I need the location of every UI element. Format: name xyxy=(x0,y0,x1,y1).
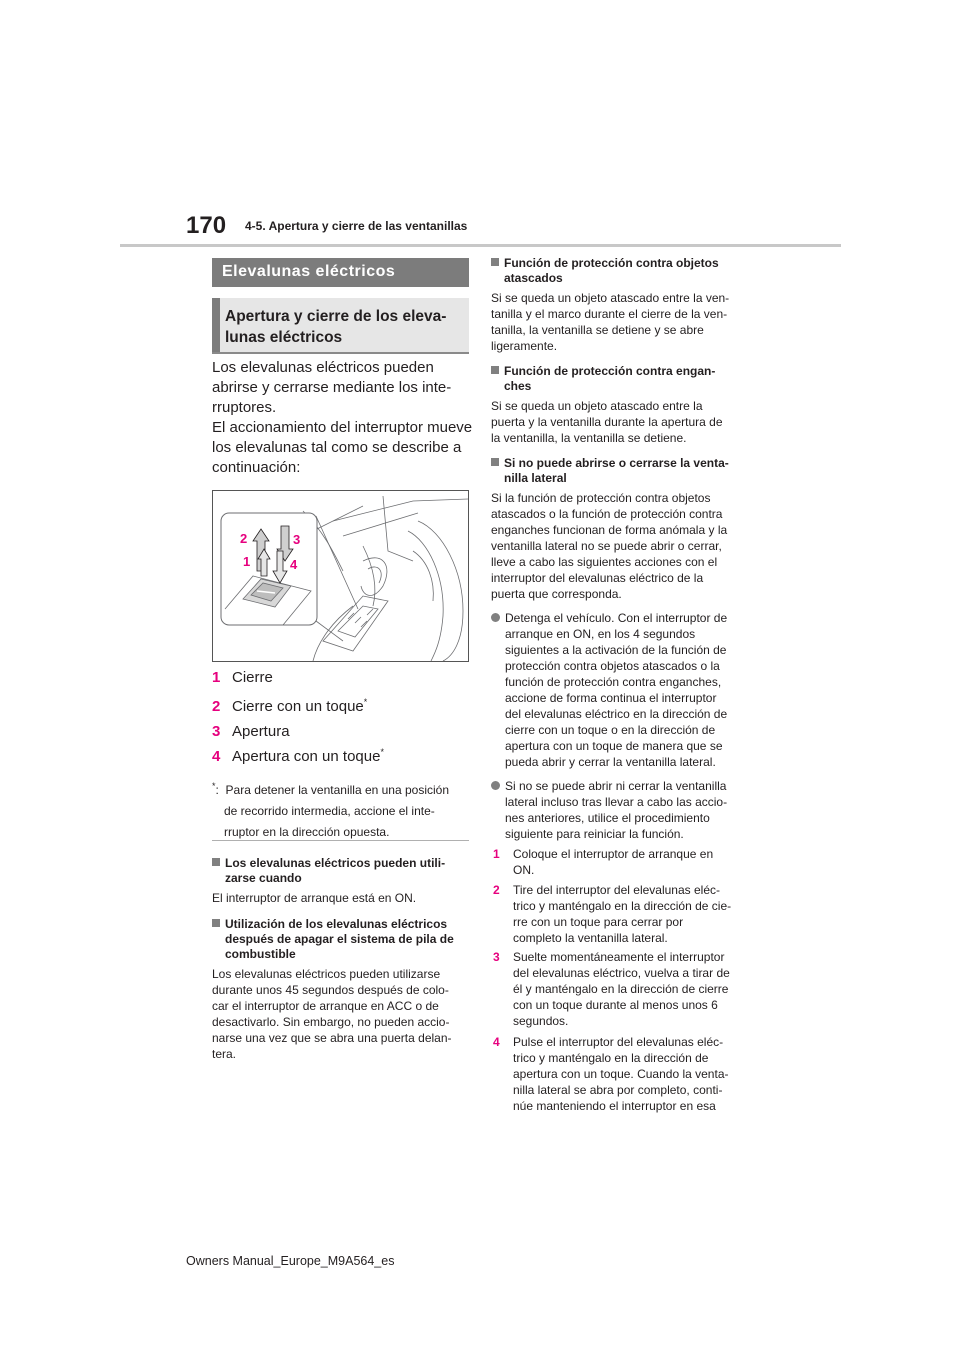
page-number: 170 xyxy=(186,212,227,239)
note-line: desactivarlo. Sin embargo, no pueden accio- xyxy=(212,1015,450,1029)
list-item xyxy=(212,668,273,686)
item-label: Apertura con un toque xyxy=(232,748,381,765)
item-number: 2 xyxy=(212,698,221,715)
step-line: Pulse el interruptor del elevalunas eléc- xyxy=(513,1035,724,1049)
note-heading-text: Utilización de los elevalunas eléctricos xyxy=(225,917,448,931)
subheading-marker xyxy=(212,298,220,352)
step-text xyxy=(513,949,730,1029)
note-line: tanilla y el marco durante el cierre de la ven- xyxy=(491,307,728,321)
note-line: lleve a cabo las siguientes acciones con el xyxy=(491,555,718,569)
subheading-text xyxy=(225,306,465,348)
bullet-line: accione de forma continua el interruptor xyxy=(505,691,717,705)
note-line: enganches funcionan de forma anómala y la xyxy=(491,523,728,537)
intro-line: El accionamiento del interruptor mueve xyxy=(212,419,473,436)
illustration-svg xyxy=(213,491,468,661)
bullet-line: arranque en ON, en los 4 segundos xyxy=(505,627,696,641)
footnote-text: Para detener la ventanilla en una posición xyxy=(225,783,450,797)
bullet-line: Detenga el vehículo. Con el interruptor de xyxy=(505,611,728,625)
heading-elevalunas-text: Elevalunas eléctricos xyxy=(222,263,396,280)
intro-paragraph xyxy=(212,358,474,478)
step-line: Coloque el interruptor de arranque en xyxy=(513,847,714,861)
step-line: él y manténgalo en la dirección de cierre xyxy=(513,982,729,996)
callout-4: 4 xyxy=(290,557,298,572)
step-line: completo la ventanilla lateral. xyxy=(513,931,668,945)
note-section xyxy=(491,256,756,354)
footnote-rule xyxy=(212,840,469,841)
step-number: 2 xyxy=(493,883,500,897)
item-number: 4 xyxy=(212,748,221,765)
step-line: Tire del interruptor del elevalunas eléc- xyxy=(513,883,720,897)
note-heading-line xyxy=(491,364,756,379)
footnote-prefix: : xyxy=(215,783,219,797)
note-line: atascados o la función de protección contra xyxy=(491,507,723,521)
note-line: Si se queda un objeto atascado entre la ven- xyxy=(491,291,730,305)
step-number: 3 xyxy=(493,950,500,964)
note-heading xyxy=(491,456,756,486)
footnote-mark: * xyxy=(212,781,216,791)
note-line: tanilla, la ventanilla se detiene y se abre xyxy=(491,323,704,337)
note-body xyxy=(212,890,472,906)
item-label: Cierre xyxy=(232,669,273,686)
footer-document-id: Owners Manual_Europe_M9A564_es xyxy=(186,1254,395,1268)
step-line: con un toque durante al menos unos 6 xyxy=(513,998,718,1012)
step-text xyxy=(513,882,731,946)
note-line: durante unos 45 segundos después de colo- xyxy=(212,983,449,997)
bullet-text xyxy=(505,610,727,770)
square-bullet-icon xyxy=(491,258,499,266)
note-heading-text: Función de protección contra objetos xyxy=(504,256,719,270)
header-rule xyxy=(120,244,841,247)
step-line: núe manteniendo el interruptor en esa xyxy=(513,1099,716,1113)
bullet-line: función de protección contra enganches, xyxy=(505,675,722,689)
note-heading-line xyxy=(491,256,756,271)
item-number: 3 xyxy=(212,723,221,740)
note-line: Si la función de protección contra objetos xyxy=(491,491,711,505)
step-line: segundos. xyxy=(513,1014,569,1028)
step-line: apertura con un toque. Cuando la venta- xyxy=(513,1067,729,1081)
intro-line: Los elevalunas eléctricos pueden xyxy=(212,359,434,376)
note-body xyxy=(491,490,756,602)
note-line: narse una vez que se abra una puerta delan- xyxy=(212,1031,452,1045)
note-line: puerta y la ventanilla durante la apertura de xyxy=(491,415,723,429)
note-line: ventanilla lateral no se puede abrir o cerrar, xyxy=(491,539,722,553)
step-text xyxy=(513,846,713,878)
note-heading-line: después de apagar el sistema de pila de xyxy=(225,932,454,946)
note-heading-line: atascados xyxy=(504,271,563,285)
note-section xyxy=(491,364,756,446)
bullet-item xyxy=(491,778,761,842)
bullet-item xyxy=(491,610,761,770)
note-section xyxy=(212,917,474,1062)
note-line: El interruptor de arranque está en ON. xyxy=(212,891,417,905)
note-heading xyxy=(491,256,756,286)
note-heading xyxy=(491,364,756,394)
callout-3: 3 xyxy=(293,532,301,547)
note-section xyxy=(212,856,472,906)
item-label: Apertura xyxy=(232,723,290,740)
note-heading-line xyxy=(212,856,472,871)
item-star: * xyxy=(380,747,384,757)
intro-line: los elevalunas tal como se describe a xyxy=(212,439,462,456)
note-line: tera. xyxy=(212,1047,237,1061)
step-line: rre con un toque para cerrar por xyxy=(513,915,684,929)
step-item xyxy=(493,1034,761,1114)
note-body xyxy=(491,290,756,354)
footnote-line xyxy=(212,783,449,797)
list-item xyxy=(212,747,384,765)
footnote-line: de recorrido intermedia, accione el inte- xyxy=(224,804,435,818)
bullet-line: protección contra objetos atascados o la xyxy=(505,659,720,673)
bullet-line: pueda abrir y cerrar la ventanilla lateral. xyxy=(505,755,716,769)
step-item xyxy=(493,882,761,946)
step-line: Suelte momentáneamente el interruptor xyxy=(513,950,725,964)
bullet-line: Si no se puede abrir ni cerrar la ventanilla xyxy=(505,779,727,793)
subheading-apertura-cierre xyxy=(212,298,469,354)
note-line: la ventanilla, la ventanilla se detiene. xyxy=(491,431,687,445)
step-number: 4 xyxy=(493,1035,500,1049)
square-bullet-icon xyxy=(212,919,220,927)
step-number: 1 xyxy=(493,847,500,861)
section-title: 4-5. Apertura y cierre de las ventanillas xyxy=(245,219,468,233)
note-heading-line: ches xyxy=(504,379,532,393)
square-bullet-icon xyxy=(212,858,220,866)
footnote xyxy=(212,776,472,843)
bullet-line: siguientes a la activación de la función de xyxy=(505,643,727,657)
note-heading-line: nilla lateral xyxy=(504,471,567,485)
step-line: nilla lateral se abra por completo, conti- xyxy=(513,1083,723,1097)
note-heading-text: Los elevalunas eléctricos pueden utili- xyxy=(225,856,446,870)
note-body xyxy=(212,966,474,1062)
note-line: Los elevalunas eléctricos pueden utilizarse xyxy=(212,967,441,981)
note-line: car el interruptor de arranque en ACC o de xyxy=(212,999,439,1013)
note-heading-line: combustible xyxy=(225,947,296,961)
note-heading-text: Función de protección contra engan- xyxy=(504,364,716,378)
list-item xyxy=(212,722,290,740)
callout-1: 1 xyxy=(243,554,251,569)
note-section xyxy=(491,456,756,602)
list-item xyxy=(212,697,367,715)
heading-elevalunas xyxy=(212,258,469,287)
window-switch-illustration xyxy=(212,490,469,662)
circle-bullet-icon xyxy=(491,613,500,622)
step-text xyxy=(513,1034,728,1114)
note-line: Si se queda un objeto atascado entre la xyxy=(491,399,703,413)
bullet-line: del elevalunas eléctrico en la dirección de xyxy=(505,707,728,721)
step-item xyxy=(493,846,761,878)
item-label: Cierre con un toque xyxy=(232,698,364,715)
bullet-line: apertura con un toque de manera que se xyxy=(505,739,723,753)
step-line: trico y manténgalo en la dirección de xyxy=(513,1051,709,1065)
note-line: ligeramente. xyxy=(491,339,558,353)
item-number: 1 xyxy=(212,669,221,686)
note-heading-line xyxy=(491,456,756,471)
intro-line: abrirse y cerrarse mediante los inte- xyxy=(212,379,452,396)
footnote-line: rruptor en la dirección opuesta. xyxy=(224,825,390,839)
square-bullet-icon xyxy=(491,366,499,374)
circle-bullet-icon xyxy=(491,781,500,790)
intro-line: continuación: xyxy=(212,459,301,476)
note-heading xyxy=(212,917,474,962)
note-heading-line xyxy=(212,917,474,932)
step-line: trico y manténgalo en la dirección de cie- xyxy=(513,899,732,913)
intro-line: rruptores. xyxy=(212,399,277,416)
note-line: puerta que corresponda. xyxy=(491,587,622,601)
note-body xyxy=(491,398,756,446)
step-item xyxy=(493,949,761,1029)
note-heading-line: zarse cuando xyxy=(225,871,302,885)
bullet-line: lateral incluso tras llevar a cabo las accio- xyxy=(505,795,728,809)
bullet-text xyxy=(505,778,727,842)
callout-2: 2 xyxy=(240,531,248,546)
item-star: * xyxy=(363,697,368,707)
square-bullet-icon xyxy=(491,458,499,466)
bullet-line: nes anteriores, utilice el procedimiento xyxy=(505,811,710,825)
subheading-line: lunas eléctricos xyxy=(225,329,343,346)
bullet-line: cierre con un toque o en la dirección de xyxy=(505,723,716,737)
note-line: interruptor del elevalunas eléctrico de la xyxy=(491,571,704,585)
note-heading xyxy=(212,856,472,886)
step-line: ON. xyxy=(513,863,535,877)
note-heading-text: Si no puede abrirse o cerrarse la venta- xyxy=(504,456,729,470)
subheading-line: Apertura y cierre de los eleva- xyxy=(225,308,447,325)
bullet-line: siguiente para reiniciar la función. xyxy=(505,827,684,841)
step-line: del elevalunas eléctrico, vuelva a tirar de xyxy=(513,966,730,980)
